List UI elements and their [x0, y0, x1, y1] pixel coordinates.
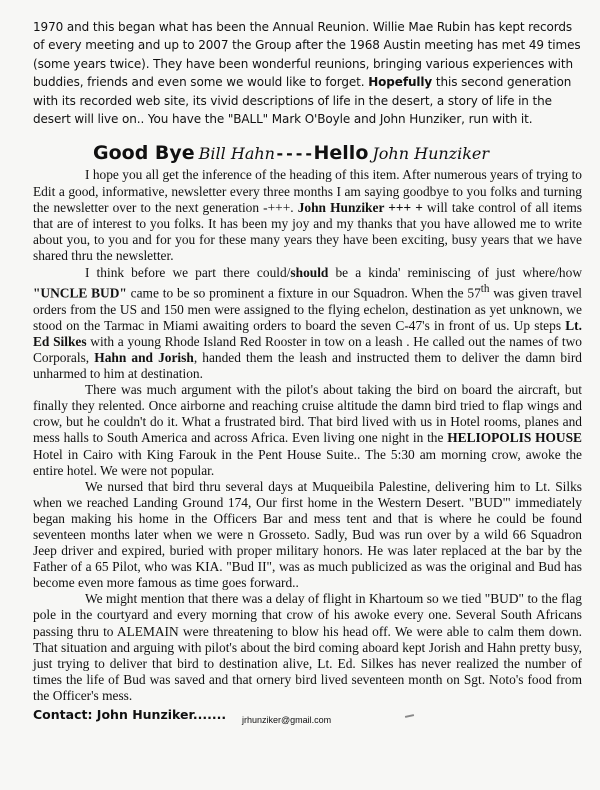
contact-row	[33, 705, 582, 727]
p2-hahn-jorish: Hahn and Jorish	[94, 349, 194, 365]
p2-text-e: came to be so prominent a fixture in our Squadron. When the 57	[126, 285, 481, 301]
p2-should: should	[290, 265, 329, 280]
paragraph-3	[33, 382, 582, 479]
p2-ed-silkes: Lt. Ed Silkes	[33, 317, 582, 349]
heading-john-hunziker: John Hunziker	[372, 144, 490, 164]
stray-mark	[405, 714, 414, 718]
intro-paragraph	[33, 18, 582, 128]
article-heading	[93, 140, 582, 166]
p2-uncle-bud: "UNCLE BUD"	[33, 285, 127, 301]
p1-john-hunziker: John Hunziker +++ +	[297, 199, 423, 215]
intro-text-1: 1970 and this began what has been the Annual Reunion. Willie Mae Rubin has kept records of every meeting and up to 2007 the Group after the 1968 Austin meeting has met 49 times (some years twice). They have been wonderful reunions, bringing various experiences with buddies, friends and even some we would like to forget.	[33, 20, 581, 90]
p1-text-c: will take control of all items that are of interest to you folks. It has been my joy and my thanks that you have allowed me to write about you, to you and for you for these many years they have been exciting, busy years that we have shared thru the newsletter.	[33, 199, 582, 263]
paragraph-1	[33, 167, 582, 264]
p2-text-f: was given travel orders from the US and 150 men were assigned to the flying echelon, destination as yet unknown, we stood on the Tarmac in Miami awaiting orders to board the seven C-47's in front of us. Up steps	[33, 285, 582, 333]
p2-text-a: I think before we part there could/	[85, 265, 291, 280]
p3-text-c: Hotel in Cairo with King Farouk in the Pent House Suite.. The 5:30 am morning crow, awoke the entire hotel. We were not popular.	[33, 446, 582, 478]
p2-text-c: be a kinda' reminiscing of just where/how	[328, 265, 582, 280]
contact-line: Contact: John Hunziker.......	[33, 707, 227, 722]
intro-text-2: this second generation with its recorded web site, its vivid descriptions of life in the desert, a story of life in the desert will live on.. You have the "BALL" Mark O'Boyle and John Hunziker, run with it.	[33, 75, 572, 127]
heading-goodbye: Good Bye	[93, 142, 195, 165]
p2-text-j: , handed them the leash and instructed them to deliver the damn bird unharmed to him at destination.	[33, 349, 582, 382]
intro-hopefully: Hopefully	[368, 75, 433, 90]
p1-text-a: I hope you all get the inference of the heading of this item. After numerous years of trying to Edit a good, informative, newsletter every three months I am saying goodbye to you folks and turning the newsletter over to the next generation -+++.	[33, 167, 582, 215]
heading-bill-hahn: Bill Hahn	[198, 144, 275, 164]
heading-hello: Hello	[313, 142, 369, 165]
p3-text-a: There was much argument with the pilot's about taking the bird on board the aircraft, but finally they relented. Once airborne and reaching cruise altitude the damn bird tried to flap wings and crow, but he couldn't do it. What a frustrated bird. That bird lived with us in Hotel rooms, planes and mess halls to South America and across Africa. Even living one night in the	[33, 382, 582, 446]
contact-email: jrhunziker@gmail.com	[242, 715, 332, 725]
article-body	[33, 167, 582, 704]
heading-dashes: ----	[274, 144, 314, 164]
p2-superscript: th	[480, 283, 490, 296]
paragraph-5: We might mention that there was a delay of flight in Khartoum so we tied "BUD" to the flag pole in the courtyard and every morning that crow of his awoke every one. Several South Africans passing thru to ALEMAIN were threatening to blow his head off. We were able to calm them down. That situation and arguing with pilot's about the bird coming aboard kept Jorish and Hahn pretty busy, just trying to deliver that bird to destination alive, Lt. Ed. Silkes has never realized the number of times the life of Bud was saved and that ornery bird lived seventeen month on Sgt. Noto's food from the Officer's mess.	[33, 591, 582, 703]
paragraph-4: We nursed that bird thru several days at Muqueibila Palestine, delivering him to Lt. Silks when we reached Landing Ground 174, Our first home in the Western Desert. "BUD"' immediately began making his home in the Officers Bar and mess tent and that is where he could be found seventeen months later when we were n Grosseto. Sadly, Bud was run over by a wild 66 Squadron Jeep driver and expired, buried with proper military honors. He was later replaced at the bar by the Father of a 65 Pilot, who was KIA. "Bud II", was as much publicized as was the original and Bud has become even more famous as time goes forward..	[33, 478, 582, 591]
p2-text-h: with a young Rhode Island Red Rooster in tow on a leash . He called out the names of two Corporals,	[33, 333, 582, 365]
p3-heliopolis-house: HELIOPOLIS HOUSE	[447, 430, 582, 446]
paragraph-2	[33, 265, 582, 382]
